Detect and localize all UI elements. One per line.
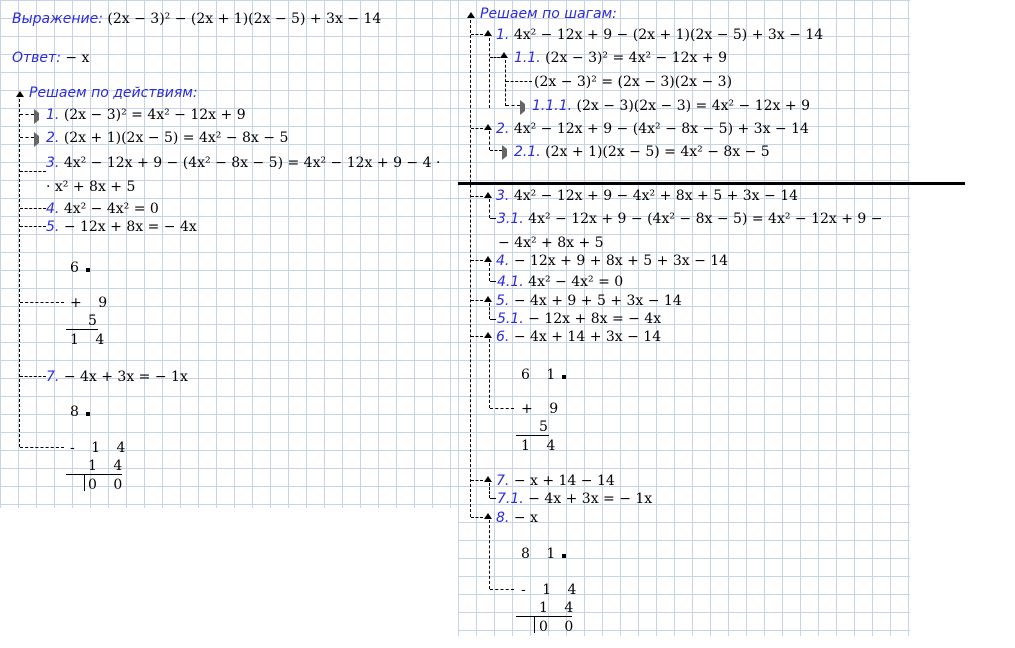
grid-background-left — [0, 0, 458, 508]
expression-row[interactable] — [12, 10, 381, 28]
step-expression: − x + 14 − 14 — [513, 473, 615, 489]
step-1[interactable] — [496, 26, 823, 44]
action-step-7[interactable] — [46, 368, 188, 386]
step-expression: 4x² − 12x + 9 − (4x² − 8x − 5) + 3x − 14 — [513, 121, 809, 137]
calc-6-operand-a — [70, 294, 113, 312]
collapse-toggle-icon[interactable] — [484, 476, 492, 482]
calc-divider — [84, 475, 85, 491]
tree-line — [470, 20, 471, 517]
tree-line — [471, 300, 483, 301]
region-separator — [458, 182, 965, 185]
calc-digit: 1 4 — [542, 582, 583, 598]
tree-line — [490, 218, 496, 219]
step-number: 5. — [46, 219, 60, 235]
collapse-toggle-icon[interactable] — [484, 124, 492, 130]
collapse-toggle-icon[interactable] — [16, 91, 24, 97]
calc-underline — [66, 474, 122, 475]
calc-operator: - — [521, 582, 532, 598]
calc-underline — [516, 616, 572, 617]
step-expression: (2x + 1)(2x − 5) = 4x² − 8x − 5 — [545, 144, 770, 160]
calc-operator: - — [70, 440, 81, 456]
step-number: 4.1. — [497, 274, 524, 290]
calc-head-label: 6 — [70, 260, 85, 276]
calc-8-result: 0 0 — [88, 477, 129, 493]
calc-6-head[interactable] — [70, 259, 90, 277]
calc-digit: 9 — [98, 295, 114, 311]
step-expression: 4x² − 12x + 9 − (4x² − 8x − 5) = 4x² − 12x + 9 − — [528, 211, 883, 227]
step-number: 1. — [46, 107, 60, 123]
step-number: 3. — [46, 155, 60, 171]
answer-label: Ответ: — [12, 50, 61, 66]
tree-line — [490, 57, 500, 58]
step-number: 4. — [496, 253, 510, 269]
tree-line — [471, 260, 483, 261]
calc-underline — [516, 435, 549, 436]
tree-line — [489, 38, 490, 108]
step-1-1-1[interactable] — [532, 97, 810, 115]
tree-line — [20, 376, 46, 377]
expression-label: Выражение: — [12, 11, 103, 27]
tree-line — [20, 447, 64, 448]
step-number: 2.1. — [514, 144, 541, 160]
actions-title: Решаем по действиям: — [29, 85, 198, 101]
action-step-2[interactable] — [46, 129, 288, 147]
expand-arrow-icon[interactable] — [520, 100, 530, 115]
step-expression: − x — [513, 510, 538, 526]
tree-line — [20, 114, 34, 115]
tree-line — [490, 281, 496, 282]
step-3-1-continued: − 4x² + 8x + 5 — [498, 235, 604, 251]
tree-line — [489, 339, 490, 408]
collapse-toggle-icon[interactable] — [484, 30, 492, 36]
calc-operator: + — [70, 295, 88, 311]
calc-8-operand-b: 1 4 — [539, 600, 580, 616]
step-expression: − 4x + 9 + 5 + 3x − 14 — [513, 293, 682, 309]
cursor-marker — [562, 554, 566, 558]
action-step-1[interactable] — [46, 106, 246, 124]
step-2[interactable] — [496, 120, 809, 138]
calc-6-operand-a — [521, 400, 564, 418]
tree-line — [490, 498, 496, 499]
step-3[interactable] — [496, 187, 798, 205]
calc-head-label: 6 1 — [521, 367, 562, 383]
tree-line — [506, 81, 532, 82]
step-8[interactable] — [496, 509, 538, 527]
step-number: 4. — [46, 201, 60, 217]
step-expression: 4x² − 12x + 9 − 4x² + 8x + 5 + 3x − 14 — [513, 188, 799, 204]
step-expression: 4x² − 4x² = 0 — [528, 274, 624, 290]
step-expression: 4x² − 12x + 9 − (2x + 1)(2x − 5) + 3x − 14 — [513, 27, 824, 43]
step-4-1[interactable] — [497, 273, 623, 291]
tree-line — [20, 226, 46, 227]
calc-8-result: 0 0 — [539, 619, 580, 635]
collapse-toggle-icon[interactable] — [484, 296, 492, 302]
step-7[interactable] — [496, 472, 615, 490]
calc-digit: 1 4 — [91, 440, 132, 456]
tree-line — [506, 105, 520, 106]
action-step-3[interactable] — [46, 154, 440, 172]
step-5[interactable] — [496, 292, 682, 310]
tree-line — [490, 150, 502, 151]
step-number: 1.1.1. — [532, 98, 573, 114]
collapse-toggle-icon[interactable] — [484, 332, 492, 338]
action-step-4[interactable] — [46, 200, 159, 218]
calc-head-label: 8 1 — [521, 546, 562, 562]
tree-line — [490, 408, 514, 409]
step-expression: − 4x + 3x = − 1x — [63, 369, 188, 385]
step-7-1[interactable] — [497, 490, 652, 508]
calc-8-operand-b: 1 4 — [88, 458, 129, 474]
step-5-1[interactable] — [497, 310, 661, 328]
tree-line — [20, 208, 46, 209]
step-expression: 4x² − 4x² = 0 — [63, 201, 159, 217]
tree-line — [471, 128, 483, 129]
calc-head-label: 8 — [70, 404, 85, 420]
step-number: 1.1. — [514, 50, 541, 66]
collapse-toggle-icon[interactable] — [484, 513, 492, 519]
tree-line — [489, 520, 490, 589]
tree-line — [490, 319, 496, 320]
tree-line — [471, 336, 483, 337]
step-number: 3. — [496, 188, 510, 204]
tree-line — [471, 196, 483, 197]
step-expression: − 12x + 8x = − 4x — [528, 311, 662, 327]
tree-line — [19, 99, 20, 447]
step-number: 2. — [46, 130, 60, 146]
tree-line — [20, 137, 34, 138]
calc-underline — [66, 329, 98, 330]
answer-row[interactable] — [12, 49, 89, 67]
tree-line — [471, 34, 483, 35]
step-expression: − 12x + 9 + 8x + 5 + 3x − 14 — [513, 253, 729, 269]
expression-value: (2x − 3)² − (2x + 1)(2x − 5) + 3x − 14 — [107, 11, 382, 27]
calc-divider — [534, 617, 535, 633]
step-expression: − 4x + 3x = − 1x — [528, 491, 653, 507]
calc-operator: + — [521, 401, 539, 417]
expand-arrow-icon[interactable] — [34, 132, 44, 147]
action-step-3-continued: · x² + 8x + 5 — [46, 179, 136, 195]
step-expression: − 4x + 14 + 3x − 14 — [513, 329, 662, 345]
step-2-1[interactable] — [514, 143, 770, 161]
step-number: 6. — [496, 329, 510, 345]
step-expression: (2x − 3)² = 4x² − 12x + 9 — [63, 107, 246, 123]
tree-line — [505, 60, 506, 106]
calc-6-result: 1 4 — [70, 332, 111, 348]
collapse-toggle-icon[interactable] — [500, 52, 508, 58]
step-number: 5. — [496, 293, 510, 309]
collapse-toggle-icon[interactable] — [484, 256, 492, 262]
step-expression: (2x − 3)² = 4x² − 12x + 9 — [545, 50, 727, 66]
calc-8-head[interactable] — [70, 403, 90, 421]
step-number: 7.1. — [497, 491, 524, 507]
collapse-toggle-icon[interactable] — [467, 12, 475, 18]
tree-line — [471, 480, 483, 481]
calc-6-head[interactable] — [521, 366, 566, 384]
tree-line — [489, 483, 490, 498]
calc-6-operand-b: 5 — [88, 313, 103, 329]
steps-title: Решаем по шагам: — [480, 6, 617, 22]
step-expression: (2x − 3)(2x − 3) = 4x² − 12x + 9 — [576, 98, 810, 114]
step-number: 7. — [496, 473, 510, 489]
step-1-1-note: (2x − 3)² = (2x − 3)(2x − 3) — [534, 74, 733, 90]
tree-line — [489, 303, 490, 319]
answer-value: − x — [65, 50, 90, 66]
cursor-marker — [86, 412, 90, 416]
step-number: 5.1. — [497, 311, 524, 327]
tree-line — [490, 589, 514, 590]
tree-line — [489, 199, 490, 218]
step-number: 1. — [496, 27, 510, 43]
step-4[interactable] — [496, 252, 728, 270]
calc-8-head[interactable] — [521, 545, 566, 563]
tree-line — [471, 517, 483, 518]
tree-line — [20, 302, 64, 303]
step-number: 2. — [496, 121, 510, 137]
step-expression: (2x + 1)(2x − 5) = 4x² − 8x − 5 — [63, 130, 289, 146]
cursor-marker — [562, 375, 566, 379]
calc-6-result: 1 4 — [521, 438, 562, 454]
calc-8-operand-a — [521, 581, 582, 599]
step-number: 7. — [46, 369, 60, 385]
step-1-1[interactable] — [514, 49, 727, 67]
calc-digit: 9 — [549, 401, 565, 417]
step-number: 8. — [496, 510, 510, 526]
cursor-marker — [86, 268, 90, 272]
tree-line — [20, 171, 46, 172]
collapse-toggle-icon[interactable] — [484, 192, 492, 198]
step-expression: − 12x + 8x = − 4x — [63, 219, 197, 235]
calc-6-operand-b: 5 — [539, 419, 554, 435]
expand-arrow-icon[interactable] — [502, 145, 512, 160]
step-expression: 4x² − 12x + 9 − (4x² − 8x − 5) = 4x² − 12x + 9 − 4 · — [63, 155, 441, 171]
calc-8-operand-a — [70, 439, 131, 457]
step-6[interactable] — [496, 328, 661, 346]
step-3-1[interactable] — [497, 210, 883, 228]
expand-arrow-icon[interactable] — [34, 109, 44, 124]
step-number: 3.1. — [497, 211, 524, 227]
tree-line — [489, 131, 490, 150]
tree-line — [489, 263, 490, 281]
action-step-5[interactable] — [46, 218, 197, 236]
